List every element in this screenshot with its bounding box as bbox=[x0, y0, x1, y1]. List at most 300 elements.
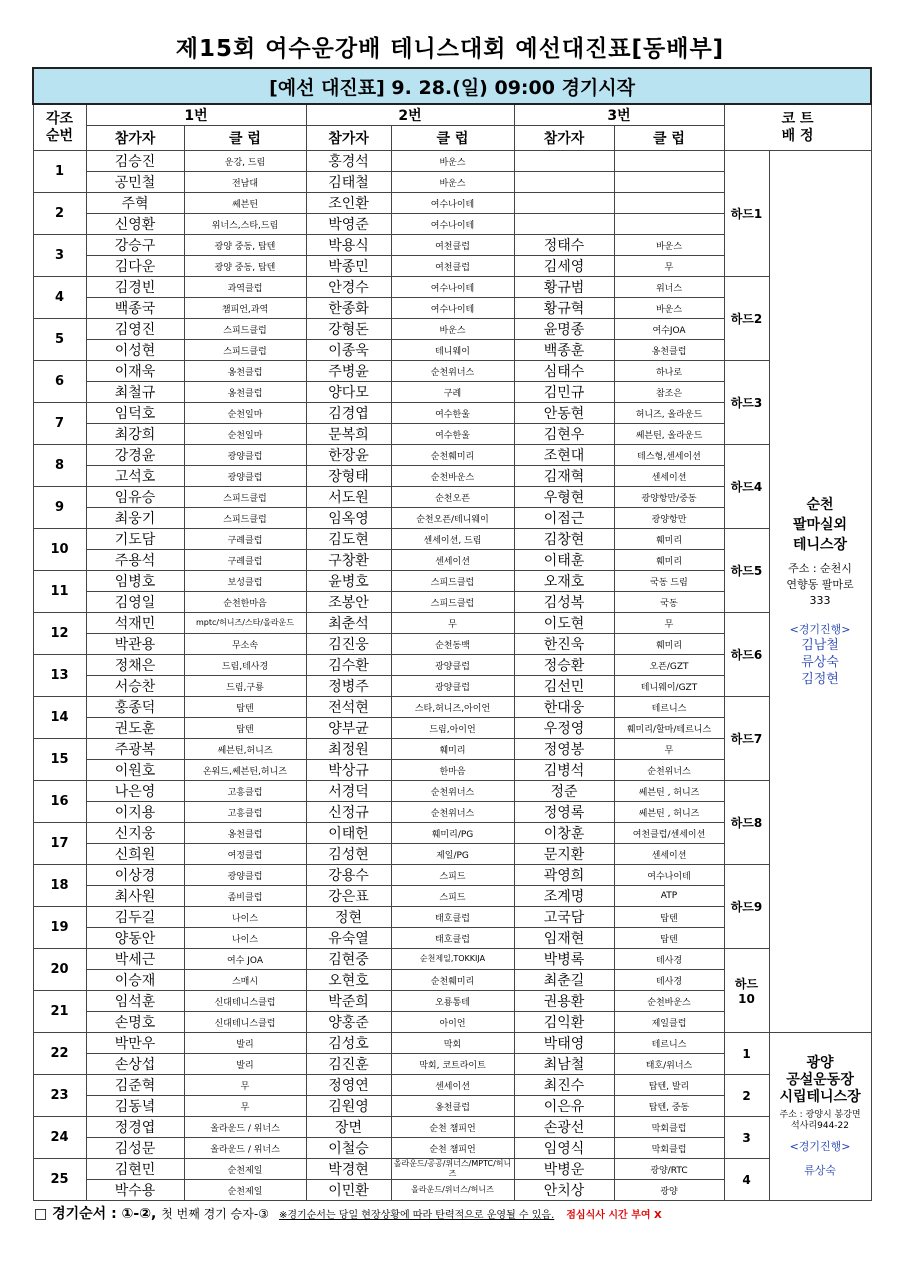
table-row bbox=[33, 949, 871, 970]
player-name: 김승진 bbox=[86, 151, 184, 172]
group-number: 16 bbox=[33, 781, 86, 823]
player-name: 최진수 bbox=[514, 1075, 614, 1096]
player-name: 이민환 bbox=[306, 1180, 391, 1201]
player-name: 김성호 bbox=[306, 1033, 391, 1054]
club-name: 옹천클럽 bbox=[184, 823, 306, 844]
club-name: 탑텐 bbox=[184, 718, 306, 739]
player-name: 손명호 bbox=[86, 1012, 184, 1033]
group-number: 19 bbox=[33, 907, 86, 949]
player-name: 권용환 bbox=[514, 991, 614, 1012]
player-name: 고국담 bbox=[514, 907, 614, 928]
venue-name: 광양 공설운동장 시립테니스장 bbox=[779, 1054, 861, 1105]
table-row bbox=[33, 613, 871, 634]
club-name bbox=[614, 214, 724, 235]
player-name: 이은유 bbox=[514, 1096, 614, 1117]
player-name: 박만우 bbox=[86, 1033, 184, 1054]
court-assignment: 하드8 bbox=[724, 781, 769, 865]
player-name: 이태훈 bbox=[514, 550, 614, 571]
player-name: 유숙열 bbox=[306, 928, 391, 949]
player-name: 곽영희 bbox=[514, 865, 614, 886]
player-name: 조봉안 bbox=[306, 592, 391, 613]
club-name: 드림,구룡 bbox=[184, 676, 306, 697]
player-name: 이상경 bbox=[86, 865, 184, 886]
court-assignment: 하드6 bbox=[724, 613, 769, 697]
lunch-note: 점심식사 시간 부여 X bbox=[566, 1210, 662, 1221]
bracket-table bbox=[32, 67, 872, 1201]
club-name: 순천위너스 bbox=[391, 361, 514, 382]
club-name: 무 bbox=[391, 613, 514, 634]
club-name: 챔피언,과역 bbox=[184, 298, 306, 319]
player-name bbox=[514, 172, 614, 193]
club-name: 좀비클럽 bbox=[184, 886, 306, 907]
player-name: 박경현 bbox=[306, 1159, 391, 1180]
club-name: 여수나이테 bbox=[391, 298, 514, 319]
player-name: 임덕호 bbox=[86, 403, 184, 424]
group-number: 4 bbox=[33, 277, 86, 319]
player-header: 참가자 bbox=[514, 126, 614, 151]
player-name: 서도원 bbox=[306, 487, 391, 508]
player-name: 안치상 bbox=[514, 1180, 614, 1201]
player-name: 박수용 bbox=[86, 1180, 184, 1201]
player-name: 박영준 bbox=[306, 214, 391, 235]
club-name: 여천클럽 bbox=[391, 235, 514, 256]
club-header: 클 럽 bbox=[614, 126, 724, 151]
player-name: 황규혁 bbox=[514, 298, 614, 319]
club-name: 위너스,스타,드림 bbox=[184, 214, 306, 235]
club-name: 구례클럽 bbox=[184, 550, 306, 571]
club-name: 무 bbox=[614, 256, 724, 277]
venue-address: 주소 : 순천시 연향동 팔마로 333 bbox=[786, 562, 854, 607]
club-name: 테스형,센세이션 bbox=[614, 445, 724, 466]
schedule-banner: [예선 대진표] 9. 28.(일) 09:00 경기시작 bbox=[33, 68, 871, 104]
club-name: 스피드클럽 bbox=[391, 592, 514, 613]
club-name: 순천훼미리 bbox=[391, 970, 514, 991]
club-name: 바운스 bbox=[614, 235, 724, 256]
player-name: 주혁 bbox=[86, 193, 184, 214]
club-name: 무 bbox=[184, 1075, 306, 1096]
club-name: ATP bbox=[614, 886, 724, 907]
player-name: 한종화 bbox=[306, 298, 391, 319]
table-row bbox=[33, 865, 871, 886]
player-name: 주용석 bbox=[86, 550, 184, 571]
club-name: 스매시 bbox=[184, 970, 306, 991]
club-name: 오룡통테 bbox=[391, 991, 514, 1012]
club-name: 온워드,쎄븐틴,허니즈 bbox=[184, 760, 306, 781]
group-number: 7 bbox=[33, 403, 86, 445]
club-name: 발리 bbox=[184, 1033, 306, 1054]
club-name: 과역클럽 bbox=[184, 277, 306, 298]
player-name: 장형태 bbox=[306, 466, 391, 487]
table-row bbox=[33, 361, 871, 382]
group-number: 22 bbox=[33, 1033, 86, 1075]
player-name: 정병주 bbox=[306, 676, 391, 697]
player-name: 박병록 bbox=[514, 949, 614, 970]
player-name: 장면 bbox=[306, 1117, 391, 1138]
club-name: 드림,아이언 bbox=[391, 718, 514, 739]
player-name: 김익환 bbox=[514, 1012, 614, 1033]
club-name: 센세이션 bbox=[391, 1075, 514, 1096]
club-name: 참조은 bbox=[614, 382, 724, 403]
table-row bbox=[33, 1159, 871, 1180]
player-name: 박병운 bbox=[514, 1159, 614, 1180]
player-name: 강승구 bbox=[86, 235, 184, 256]
player-name: 이종욱 bbox=[306, 340, 391, 361]
club-name: 스피드클럽 bbox=[391, 571, 514, 592]
club-name: 태호클럽 bbox=[391, 907, 514, 928]
player-name: 김경엽 bbox=[306, 403, 391, 424]
club-name: 광양클럽 bbox=[184, 445, 306, 466]
court-header: 코 트 배 정 bbox=[724, 104, 871, 151]
player-name: 우정영 bbox=[514, 718, 614, 739]
player-name: 윤병호 bbox=[306, 571, 391, 592]
player-name: 강용수 bbox=[306, 865, 391, 886]
player-name: 안동현 bbox=[514, 403, 614, 424]
club-name: 쎄븐틴, 올라운드 bbox=[614, 424, 724, 445]
group-number: 21 bbox=[33, 991, 86, 1033]
player-name: 김다운 bbox=[86, 256, 184, 277]
club-name: 순천오픈/테니웨이 bbox=[391, 508, 514, 529]
club-name: 바운스 bbox=[391, 319, 514, 340]
club-name: 국동 bbox=[614, 592, 724, 613]
club-name: 발리 bbox=[184, 1054, 306, 1075]
player-name bbox=[514, 151, 614, 172]
player-name: 한진욱 bbox=[514, 634, 614, 655]
club-name: 제일/PG bbox=[391, 844, 514, 865]
player-name: 이지용 bbox=[86, 802, 184, 823]
club-name: 훼미리 bbox=[614, 529, 724, 550]
table-row bbox=[33, 445, 871, 466]
group-number: 5 bbox=[33, 319, 86, 361]
group-number: 23 bbox=[33, 1075, 86, 1117]
player-name: 임영식 bbox=[514, 1138, 614, 1159]
flex-note: ※경기순서는 당일 현장상황에 따라 탄력적으로 운영될 수 있음. bbox=[278, 1210, 555, 1221]
club-name: 여수 JOA bbox=[184, 949, 306, 970]
club-name: 오픈/GZT bbox=[614, 655, 724, 676]
player-name: 최춘석 bbox=[306, 613, 391, 634]
club-name: 올라운드 / 위너스 bbox=[184, 1117, 306, 1138]
player-name: 고석호 bbox=[86, 466, 184, 487]
club-name: 순천 챔피언 bbox=[391, 1117, 514, 1138]
club-name: 옹천클럽 bbox=[614, 340, 724, 361]
club-name: 광양클럽 bbox=[184, 466, 306, 487]
player-name: 김수환 bbox=[306, 655, 391, 676]
player-name: 정경엽 bbox=[86, 1117, 184, 1138]
player-name: 김민규 bbox=[514, 382, 614, 403]
player-name: 김성현 bbox=[306, 844, 391, 865]
player-name: 주광복 bbox=[86, 739, 184, 760]
club-name: 여수나이테 bbox=[391, 193, 514, 214]
club-name: 테르니스 bbox=[614, 1033, 724, 1054]
club-name: 올라운드/공공/위너스/MPTC/허니즈 bbox=[391, 1159, 514, 1180]
club-name: 운강, 드림 bbox=[184, 151, 306, 172]
club-name: 순천훼미리 bbox=[391, 445, 514, 466]
club-name: 탑텐 bbox=[184, 697, 306, 718]
group-number: 13 bbox=[33, 655, 86, 697]
player-name: 정영봉 bbox=[514, 739, 614, 760]
club-name: 고흥클럽 bbox=[184, 781, 306, 802]
player-name: 조계명 bbox=[514, 886, 614, 907]
player-name: 조현대 bbox=[514, 445, 614, 466]
club-name: 탑텐 bbox=[614, 928, 724, 949]
club-name: 순천일마 bbox=[184, 403, 306, 424]
club-name: 순천바운스 bbox=[391, 466, 514, 487]
player-name: 백종훈 bbox=[514, 340, 614, 361]
player-name: 김동녘 bbox=[86, 1096, 184, 1117]
club-name: 스피드클럽 bbox=[184, 487, 306, 508]
club-name: 스피드 bbox=[391, 865, 514, 886]
court-assignment: 하드9 bbox=[724, 865, 769, 949]
group-number: 20 bbox=[33, 949, 86, 991]
court-assignment: 3 bbox=[724, 1117, 769, 1159]
club-name: 무소속 bbox=[184, 634, 306, 655]
club-name: 쎄븐틴 , 허니즈 bbox=[614, 781, 724, 802]
player-name: 정승환 bbox=[514, 655, 614, 676]
player-name: 정태수 bbox=[514, 235, 614, 256]
player-name: 정영록 bbox=[514, 802, 614, 823]
court-assignment: 하드4 bbox=[724, 445, 769, 529]
player-name: 한장윤 bbox=[306, 445, 391, 466]
club-name: 여수JOA bbox=[614, 319, 724, 340]
player-name: 손상섭 bbox=[86, 1054, 184, 1075]
player-name: 문지환 bbox=[514, 844, 614, 865]
player-name: 양홍준 bbox=[306, 1012, 391, 1033]
group-number: 10 bbox=[33, 529, 86, 571]
player-name: 황규범 bbox=[514, 277, 614, 298]
group-number: 18 bbox=[33, 865, 86, 907]
club-name: 보성클럽 bbox=[184, 571, 306, 592]
club-name: 옹천클럽 bbox=[184, 382, 306, 403]
club-name: 신대테니스클럽 bbox=[184, 991, 306, 1012]
player-name: 김현민 bbox=[86, 1159, 184, 1180]
player-name: 김현중 bbox=[306, 949, 391, 970]
club-name: 무 bbox=[614, 613, 724, 634]
club-name: 훼미리 bbox=[391, 739, 514, 760]
player-name: 백종국 bbox=[86, 298, 184, 319]
player-name: 김진훈 bbox=[306, 1054, 391, 1075]
court-assignment: 하드3 bbox=[724, 361, 769, 445]
referee-list: 김남철 류상숙 김정현 bbox=[801, 638, 839, 687]
player-name: 손광선 bbox=[514, 1117, 614, 1138]
player-name: 김태철 bbox=[306, 172, 391, 193]
group-number: 12 bbox=[33, 613, 86, 655]
club-name: 순천위너스 bbox=[391, 802, 514, 823]
court-assignment: 하드5 bbox=[724, 529, 769, 613]
player-name: 신지웅 bbox=[86, 823, 184, 844]
player-name: 김영일 bbox=[86, 592, 184, 613]
group-number: 3 bbox=[33, 235, 86, 277]
player-name: 최웅기 bbox=[86, 508, 184, 529]
club-name: 센세이션 bbox=[614, 844, 724, 865]
venue-suncheon bbox=[769, 151, 871, 1033]
table-row bbox=[33, 1033, 871, 1054]
player-name: 강경윤 bbox=[86, 445, 184, 466]
club-name: 나이스 bbox=[184, 907, 306, 928]
player-name: 박상규 bbox=[306, 760, 391, 781]
group-number: 14 bbox=[33, 697, 86, 739]
club-name: 순천오픈 bbox=[391, 487, 514, 508]
player-name: 석재민 bbox=[86, 613, 184, 634]
player-name: 양다모 bbox=[306, 382, 391, 403]
club-name: 신대테니스클럽 bbox=[184, 1012, 306, 1033]
player-name: 박종민 bbox=[306, 256, 391, 277]
order-header: 각조 순번 bbox=[33, 104, 86, 151]
court-assignment: 4 bbox=[724, 1159, 769, 1201]
court-assignment: 하드7 bbox=[724, 697, 769, 781]
club-name: 여수한울 bbox=[391, 403, 514, 424]
player-name: 서경덕 bbox=[306, 781, 391, 802]
group-number: 9 bbox=[33, 487, 86, 529]
club-name: 여수나이테 bbox=[391, 277, 514, 298]
player-name: 강형돈 bbox=[306, 319, 391, 340]
player-name: 강은표 bbox=[306, 886, 391, 907]
player-name: 최철규 bbox=[86, 382, 184, 403]
club-name: 스피드 bbox=[391, 886, 514, 907]
table-row bbox=[33, 697, 871, 718]
club-name: 순천동백 bbox=[391, 634, 514, 655]
venue-address: 주소 : 광양시 봉강면 석사리944-22 bbox=[779, 1109, 861, 1131]
club-name: 제일클럽 bbox=[614, 1012, 724, 1033]
club-name: 여수나이테 bbox=[391, 214, 514, 235]
player-name: 정채은 bbox=[86, 655, 184, 676]
club-name: 바운스 bbox=[391, 172, 514, 193]
player-name: 신정규 bbox=[306, 802, 391, 823]
club-name: 광양 중동, 탑텐 bbox=[184, 235, 306, 256]
player-name: 임유승 bbox=[86, 487, 184, 508]
club-name: 순천위너스 bbox=[614, 760, 724, 781]
club-name: 순천제일 bbox=[184, 1180, 306, 1201]
footer-note bbox=[34, 1203, 874, 1223]
player-name: 이창훈 bbox=[514, 823, 614, 844]
club-name: 허니즈, 올라운드 bbox=[614, 403, 724, 424]
club-name bbox=[614, 193, 724, 214]
referee-list: 류상숙 bbox=[804, 1163, 836, 1177]
court-assignment: 1 bbox=[724, 1033, 769, 1075]
match-order-label: □ 경기순서 : ①-②, bbox=[34, 1206, 162, 1222]
player-name: 임재현 bbox=[514, 928, 614, 949]
club-name: 순천바운스 bbox=[614, 991, 724, 1012]
club-name: 국동 드림 bbox=[614, 571, 724, 592]
club-name: 쎄븐틴 bbox=[184, 193, 306, 214]
court-assignment: 하드 10 bbox=[724, 949, 769, 1033]
club-name: 테니웨이/GZT bbox=[614, 676, 724, 697]
player-name: 주병윤 bbox=[306, 361, 391, 382]
player-name: 이철승 bbox=[306, 1138, 391, 1159]
club-name: 센세이션, 드림 bbox=[391, 529, 514, 550]
venue-gwangyang bbox=[769, 1033, 871, 1201]
table-row bbox=[33, 1117, 871, 1138]
player-name: 이태헌 bbox=[306, 823, 391, 844]
group-number: 1 bbox=[33, 151, 86, 193]
venue-name: 순천 팔마실외 테니스장 bbox=[792, 497, 848, 553]
club-name: 순천제일,TOKKIJA bbox=[391, 949, 514, 970]
player-name bbox=[514, 193, 614, 214]
player-name: 이성현 bbox=[86, 340, 184, 361]
player-name: 최남철 bbox=[514, 1054, 614, 1075]
club-name: 쎄븐틴 , 허니즈 bbox=[614, 802, 724, 823]
player-name: 이도현 bbox=[514, 613, 614, 634]
club-name: 나이스 bbox=[184, 928, 306, 949]
club-name bbox=[614, 151, 724, 172]
club-name: 올라운드/위너스/허니즈 bbox=[391, 1180, 514, 1201]
club-name: 하나로 bbox=[614, 361, 724, 382]
club-name: 테사경 bbox=[614, 970, 724, 991]
player-name: 임옥영 bbox=[306, 508, 391, 529]
group-number: 6 bbox=[33, 361, 86, 403]
player-header: 참가자 bbox=[306, 126, 391, 151]
player-name: 나은영 bbox=[86, 781, 184, 802]
club-name: 센세이션 bbox=[614, 466, 724, 487]
club-name: 순천 챔피언 bbox=[391, 1138, 514, 1159]
club-name: 광양/RTC bbox=[614, 1159, 724, 1180]
group-number: 2 bbox=[33, 193, 86, 235]
court-assignment: 하드1 bbox=[724, 151, 769, 277]
table-row bbox=[33, 529, 871, 550]
player-name: 오현호 bbox=[306, 970, 391, 991]
club-name: 광양항만 bbox=[614, 508, 724, 529]
club-name: 테사경 bbox=[614, 949, 724, 970]
player-name: 홍경석 bbox=[306, 151, 391, 172]
player-name: 김원영 bbox=[306, 1096, 391, 1117]
club-name: 아이언 bbox=[391, 1012, 514, 1033]
group-number: 24 bbox=[33, 1117, 86, 1159]
club-name: 광양클럽 bbox=[391, 655, 514, 676]
player-name: 김세영 bbox=[514, 256, 614, 277]
player-name: 이점근 bbox=[514, 508, 614, 529]
club-name: 드림,테사경 bbox=[184, 655, 306, 676]
club-name: 스피드클럽 bbox=[184, 340, 306, 361]
player-name: 김진웅 bbox=[306, 634, 391, 655]
club-name: 막회, 코트라이트 bbox=[391, 1054, 514, 1075]
club-name: 구례클럽 bbox=[184, 529, 306, 550]
table-row bbox=[33, 1075, 871, 1096]
player-name: 정현 bbox=[306, 907, 391, 928]
club-name: 쎄븐틴,허니즈 bbox=[184, 739, 306, 760]
player-name: 안경수 bbox=[306, 277, 391, 298]
club-name: 무 bbox=[614, 739, 724, 760]
club-name: 바운스 bbox=[391, 151, 514, 172]
player-name: 김병석 bbox=[514, 760, 614, 781]
club-name: 훼미리/할마/테르니스 bbox=[614, 718, 724, 739]
player-name: 구창환 bbox=[306, 550, 391, 571]
club-name: 태호클럽 bbox=[391, 928, 514, 949]
club-name: 스피드클럽 bbox=[184, 508, 306, 529]
club-name: 스타,허니즈,아이언 bbox=[391, 697, 514, 718]
club-name: 센세이션 bbox=[391, 550, 514, 571]
player-name: 이재욱 bbox=[86, 361, 184, 382]
player-name: 최사원 bbox=[86, 886, 184, 907]
player-name: 전석현 bbox=[306, 697, 391, 718]
player-name: 김성문 bbox=[86, 1138, 184, 1159]
player-name: 권도훈 bbox=[86, 718, 184, 739]
group-number: 25 bbox=[33, 1159, 86, 1201]
group-number: 11 bbox=[33, 571, 86, 613]
match-order-text: 첫 번째 경기 승자-③ bbox=[161, 1207, 269, 1221]
club-name: mptc/허니즈/스타/올라운드 bbox=[184, 613, 306, 634]
club-name: 옹천클럽 bbox=[184, 361, 306, 382]
club-name bbox=[614, 172, 724, 193]
player-name: 임석훈 bbox=[86, 991, 184, 1012]
player-name: 최강희 bbox=[86, 424, 184, 445]
player-name: 김창현 bbox=[514, 529, 614, 550]
player-name: 양동안 bbox=[86, 928, 184, 949]
table-row bbox=[33, 277, 871, 298]
club-name: 테니웨이 bbox=[391, 340, 514, 361]
player-name: 김재혁 bbox=[514, 466, 614, 487]
club-name: 테르니스 bbox=[614, 697, 724, 718]
club-name: 구례 bbox=[391, 382, 514, 403]
player-name: 공민철 bbox=[86, 172, 184, 193]
player-name: 김현우 bbox=[514, 424, 614, 445]
